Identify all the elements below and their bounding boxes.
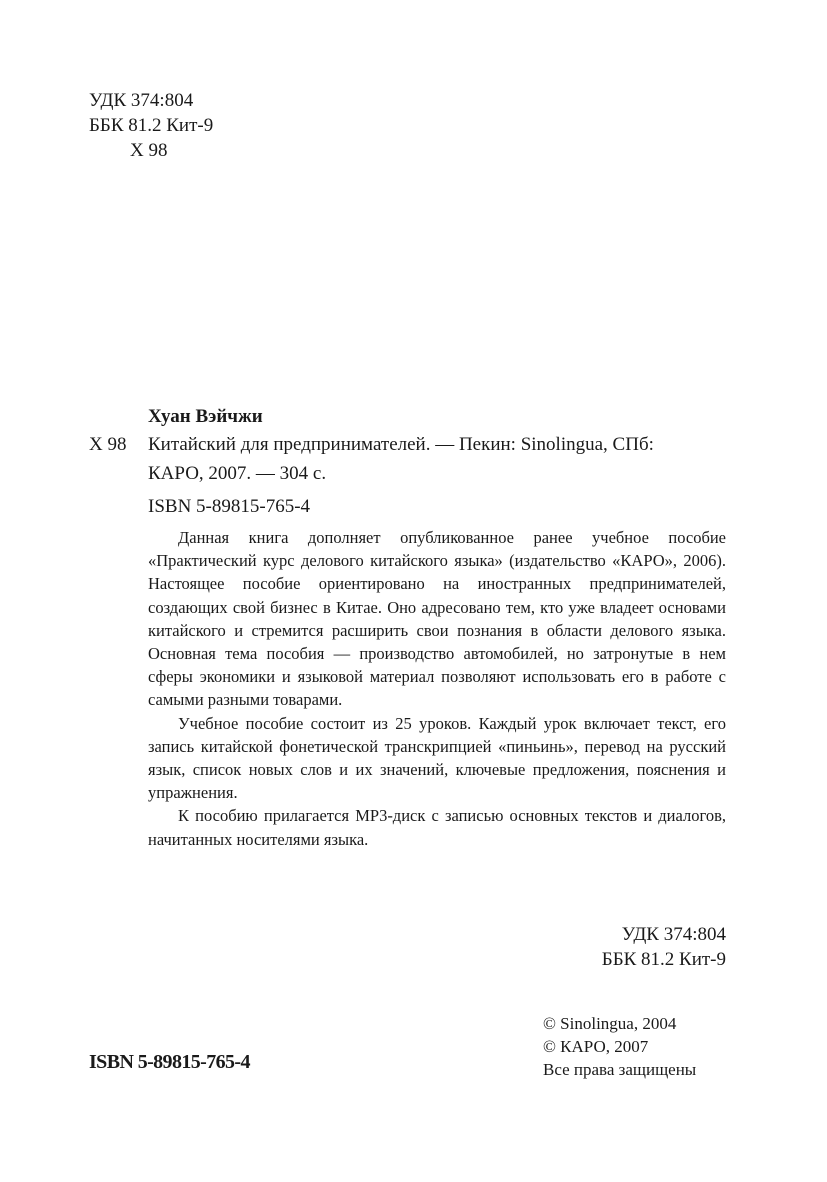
copyright-sinolingua: © Sinolingua, 2004 xyxy=(543,1014,677,1033)
title-line-2: КАРО, 2007. — 304 с. xyxy=(148,463,327,484)
annotation xyxy=(148,526,726,851)
udk-top: УДК 374:804 xyxy=(89,90,194,111)
annotation-paragraph-3: К пособию прилагается MP3-диск с записью основных текстов и диалогов, начитанных носителями языка. xyxy=(148,806,726,849)
bbk-bottom: ББК 81.2 Кит-9 xyxy=(601,949,726,970)
author-sign-top: Х 98 xyxy=(130,140,168,161)
annotation-paragraph-2: Учебное пособие состоит из 25 уроков. Каждый урок включает текст, его запись китайской фонетической транскрипцией «пиньинь», перевод на русский язык, список новых слов и их значений, ключевые предложения, пояснения и упражнения. xyxy=(148,713,726,803)
copyright-karo: © КАРО, 2007 xyxy=(543,1037,649,1056)
isbn-bold: ISBN 5-89815-765-4 xyxy=(89,1051,250,1073)
isbn-entry: ISBN 5-89815-765-4 xyxy=(148,496,311,517)
bbk-top: ББК 81.2 Кит-9 xyxy=(89,115,214,136)
author-name: Хуан Вэйчжи xyxy=(148,406,263,427)
rights-reserved: Все права защищены xyxy=(543,1060,697,1079)
annotation-paragraph-1: Данная книга дополняет опубликованное ранее учебное пособие «Практический курс делового китайского языка» (издательство «КАРО», 2006). Настоящее пособие ориентировано на иностранных предпринимателей, создающих свой бизнес в Китае. Оно адресовано тем, кто уже владеет основами китайского и стремится расширить свои познания в области делового языка. Основная тема пособия — производство автомобилей, но затронутые в нем сферы экономики и языковой материал позволяют использовать его в работе с самыми разными товарами. xyxy=(148,528,726,710)
title-line-1: Китайский для предпринимателей. — Пекин: Sinolingua, СПб: xyxy=(148,434,654,455)
udk-bottom: УДК 374:804 xyxy=(621,924,726,945)
author-sign: Х 98 xyxy=(89,434,127,455)
